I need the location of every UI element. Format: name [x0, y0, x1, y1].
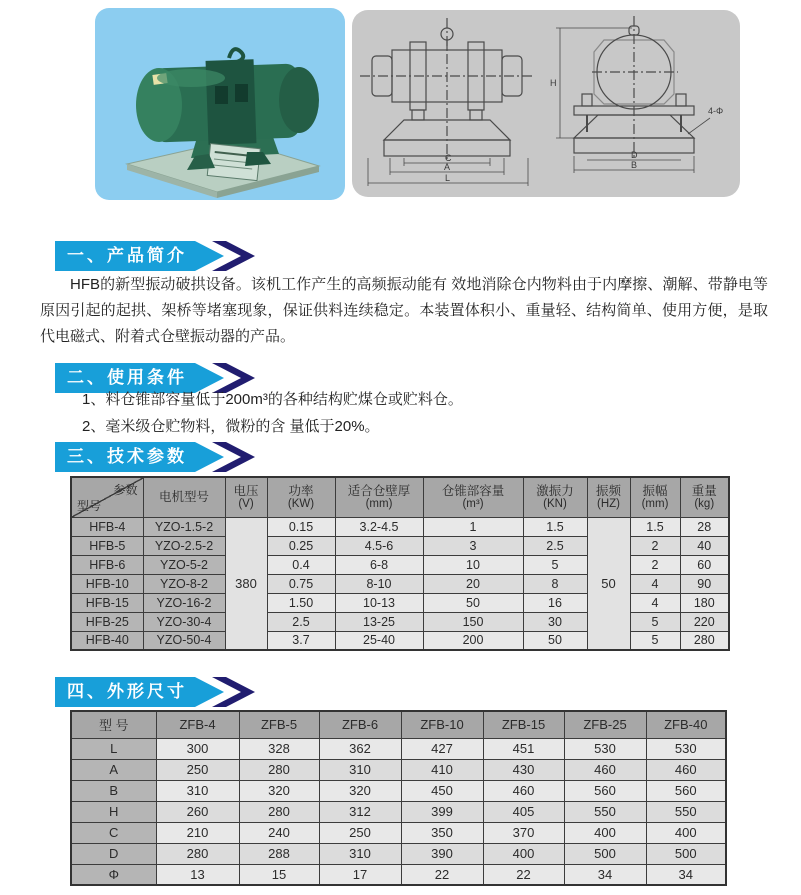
dim-cell: 400 — [646, 822, 726, 843]
header-unit: (HZ) — [597, 497, 620, 510]
dim-cell: 280 — [239, 801, 319, 822]
tech-cell: 3.7 — [267, 631, 335, 650]
tech-cell: 0.75 — [267, 574, 335, 593]
tech-table-row — [71, 555, 729, 574]
dim-cell: 300 — [156, 738, 239, 759]
header-unit: (KW) — [287, 497, 315, 510]
dim-cell: 399 — [401, 801, 483, 822]
header-label: 重量 — [691, 483, 717, 498]
tech-col-header — [267, 477, 335, 517]
dim-col-header: ZFB-5 — [239, 711, 319, 738]
dim-cell: 451 — [483, 738, 564, 759]
dim-cell: 500 — [646, 843, 726, 864]
tech-cell: 1.50 — [267, 593, 335, 612]
dim-cell: 240 — [239, 822, 319, 843]
dim-cell: 530 — [646, 738, 726, 759]
dim-cell: 550 — [646, 801, 726, 822]
tech-cell: 13-25 — [335, 612, 423, 631]
header-unit: (V) — [238, 497, 254, 510]
header-label: 适合仓壁厚 — [347, 483, 411, 498]
tech-table-row — [71, 612, 729, 631]
corner-param-label: 参数 — [113, 483, 138, 497]
tech-cell: 2 — [630, 555, 680, 574]
tech-cell: 1 — [423, 517, 523, 536]
conditions-list — [82, 386, 463, 440]
dimensions-table-wrap — [70, 710, 727, 886]
header-unit: (kg) — [694, 497, 715, 510]
dim-table-row — [71, 759, 726, 780]
section-title: 四、外形尺寸 — [67, 682, 187, 701]
section-banner-tech-params — [55, 441, 255, 473]
product-photo — [95, 8, 345, 200]
tech-cell: HFB-5 — [71, 536, 143, 555]
tech-table-row — [71, 631, 729, 650]
tech-cell: 150 — [423, 612, 523, 631]
tech-cell: 3.2-4.5 — [335, 517, 423, 536]
tech-col-header — [335, 477, 423, 517]
dim-table-row — [71, 822, 726, 843]
dimension-drawings — [352, 10, 740, 197]
dim-cell: 530 — [564, 738, 646, 759]
dim-cell: 320 — [239, 780, 319, 801]
dimensions-table — [70, 710, 727, 886]
tech-cell: YZO-8-2 — [143, 574, 225, 593]
motor-photo-illustration — [95, 8, 345, 200]
dim-row-label: B — [71, 780, 156, 801]
dim-cell: 460 — [564, 759, 646, 780]
dim-label-a: A — [444, 162, 451, 172]
tech-cell: YZO-2.5-2 — [143, 536, 225, 555]
tech-cell: YZO-50-4 — [143, 631, 225, 650]
tech-cell: 0.25 — [267, 536, 335, 555]
dim-col-header: ZFB-40 — [646, 711, 726, 738]
tech-cell: 20 — [423, 574, 523, 593]
condition-item: 2、毫米级仓贮物料，微粉的含 量低于20%。 — [82, 418, 380, 435]
dim-label-h: H — [550, 78, 557, 88]
tech-cell: 5 — [630, 631, 680, 650]
dim-table-row — [71, 801, 726, 822]
dim-cell: 280 — [239, 759, 319, 780]
section-banner-intro — [55, 240, 255, 272]
dim-cell: 400 — [564, 822, 646, 843]
dim-cell: 22 — [401, 864, 483, 885]
dim-corner-cell: 型 号 — [71, 711, 156, 738]
tech-cell: 4 — [630, 593, 680, 612]
dim-cell: 320 — [319, 780, 401, 801]
tech-cell: 25-40 — [335, 631, 423, 650]
tech-cell: 50 — [587, 517, 630, 650]
tech-cell: HFB-10 — [71, 574, 143, 593]
tech-cell: HFB-40 — [71, 631, 143, 650]
dim-cell: 410 — [401, 759, 483, 780]
tech-header-row — [71, 477, 729, 517]
dim-col-header: ZFB-6 — [319, 711, 401, 738]
dim-cell: 17 — [319, 864, 401, 885]
dim-cell: 310 — [319, 843, 401, 864]
tech-cell: 220 — [680, 612, 729, 631]
tech-cell: 50 — [423, 593, 523, 612]
dim-col-header: ZFB-4 — [156, 711, 239, 738]
dim-row-label: Φ — [71, 864, 156, 885]
dim-cell: 350 — [401, 822, 483, 843]
dim-cell: 15 — [239, 864, 319, 885]
section-title: 二、使用条件 — [67, 368, 187, 387]
tech-cell: 180 — [680, 593, 729, 612]
tech-cell: 0.15 — [267, 517, 335, 536]
tech-cell: 4 — [630, 574, 680, 593]
technical-drawings — [352, 10, 740, 197]
tech-cell: 28 — [680, 517, 729, 536]
tech-cell: 50 — [523, 631, 587, 650]
header-label: 仓锥部容量 — [441, 483, 505, 498]
tech-cell: 5 — [630, 612, 680, 631]
dim-col-header: ZFB-10 — [401, 711, 483, 738]
header-label: 振幅 — [642, 483, 668, 498]
dim-cell: 550 — [564, 801, 646, 822]
header-unit: (mm) — [641, 497, 669, 510]
tech-col-header — [225, 477, 267, 517]
tech-cell: 10-13 — [335, 593, 423, 612]
tech-cell: 8 — [523, 574, 587, 593]
dim-cell: 310 — [319, 759, 401, 780]
tech-col-header — [523, 477, 587, 517]
dim-table-row — [71, 864, 726, 885]
dim-cell: 370 — [483, 822, 564, 843]
dim-cell: 560 — [564, 780, 646, 801]
dim-cell: 400 — [483, 843, 564, 864]
dim-cell: 405 — [483, 801, 564, 822]
tech-cell: 380 — [225, 517, 267, 650]
dim-cell: 34 — [564, 864, 646, 885]
tech-cell: HFB-4 — [71, 517, 143, 536]
tech-cell: 1.5 — [523, 517, 587, 536]
dim-row-label: C — [71, 822, 156, 843]
tech-cell: YZO-30-4 — [143, 612, 225, 631]
tech-cell: 60 — [680, 555, 729, 574]
tech-cell: YZO-16-2 — [143, 593, 225, 612]
tech-cell: 6-8 — [335, 555, 423, 574]
dim-cell: 460 — [646, 759, 726, 780]
dim-cell: 460 — [483, 780, 564, 801]
dim-cell: 210 — [156, 822, 239, 843]
tech-cell: 280 — [680, 631, 729, 650]
tech-cell: 10 — [423, 555, 523, 574]
header-unit: (m³) — [462, 497, 484, 510]
tech-cell: YZO-5-2 — [143, 555, 225, 574]
tech-col-header — [587, 477, 630, 517]
tech-table-row — [71, 574, 729, 593]
tech-cell: 8-10 — [335, 574, 423, 593]
tech-table-row — [71, 593, 729, 612]
tech-cell: 1.5 — [630, 517, 680, 536]
dim-cell: 250 — [156, 759, 239, 780]
section-banner-dimensions — [55, 676, 255, 708]
tech-cell: 200 — [423, 631, 523, 650]
tech-table-row — [71, 536, 729, 555]
tech-col-header — [143, 477, 225, 517]
dim-label-d: D — [631, 150, 638, 160]
tech-cell: 90 — [680, 574, 729, 593]
dim-col-header: ZFB-25 — [564, 711, 646, 738]
dim-cell: 13 — [156, 864, 239, 885]
dim-row-label: L — [71, 738, 156, 759]
dim-header-row — [71, 711, 726, 738]
tech-cell: 4.5-6 — [335, 536, 423, 555]
tech-cell: HFB-6 — [71, 555, 143, 574]
tech-cell: 3 — [423, 536, 523, 555]
intro-paragraph: HFB的新型振动破拱设备。该机工作产生的高频振动能有 效地消除仓内物料由于内摩擦、潮解、带静电等原因引起的起拱、架桥等堵塞现象，保证供料连续稳定。本装置体积小、重量轻、结构简单、使用方便，是取代电磁式、附着式仓壁振动器的产品。 — [40, 276, 768, 345]
tech-cell: 30 — [523, 612, 587, 631]
header-label: 电机型号 — [158, 490, 209, 505]
dim-table-row — [71, 843, 726, 864]
tech-table-row — [71, 517, 729, 536]
dim-cell: 280 — [156, 843, 239, 864]
tech-cell: YZO-1.5-2 — [143, 517, 225, 536]
header-unit: (mm) — [365, 497, 393, 510]
dim-label-b: B — [631, 160, 638, 170]
tech-col-header — [423, 477, 523, 517]
tech-cell: 2.5 — [267, 612, 335, 631]
header-label: 激振力 — [536, 483, 574, 498]
dim-cell: 22 — [483, 864, 564, 885]
tech-cell: 0.4 — [267, 555, 335, 574]
dim-label-c: C — [445, 153, 452, 163]
tech-cell: 40 — [680, 536, 729, 555]
section-title: 一、产品简介 — [67, 246, 187, 265]
dim-cell: 390 — [401, 843, 483, 864]
header-label: 功率 — [288, 483, 314, 498]
tech-parameters-table-wrap — [70, 476, 730, 651]
section-title: 三、技术参数 — [67, 447, 187, 466]
dim-table-row — [71, 780, 726, 801]
dim-cell: 362 — [319, 738, 401, 759]
dim-cell: 328 — [239, 738, 319, 759]
tech-col-header — [630, 477, 680, 517]
corner-model-label: 型号 — [77, 498, 102, 513]
dim-cell: 560 — [646, 780, 726, 801]
dim-cell: 430 — [483, 759, 564, 780]
tech-cell: HFB-15 — [71, 593, 143, 612]
dim-table-row — [71, 738, 726, 759]
tech-col-header — [680, 477, 729, 517]
dim-row-label: D — [71, 843, 156, 864]
tech-cell: HFB-25 — [71, 612, 143, 631]
dim-cell: 450 — [401, 780, 483, 801]
tech-corner-cell — [71, 477, 143, 517]
dim-cell: 312 — [319, 801, 401, 822]
dim-row-label: A — [71, 759, 156, 780]
condition-item: 1、料仓锥部容量低于200m³的各种结构贮煤仓或贮料仓。 — [82, 391, 463, 408]
tech-cell: 2.5 — [523, 536, 587, 555]
dim-cell: 288 — [239, 843, 319, 864]
dim-cell: 34 — [646, 864, 726, 885]
header-unit: (KN) — [543, 497, 567, 510]
tech-cell: 5 — [523, 555, 587, 574]
dim-cell: 250 — [319, 822, 401, 843]
dim-label-holes: 4-Φ — [708, 106, 724, 116]
dim-cell: 310 — [156, 780, 239, 801]
header-label: 电压 — [233, 483, 259, 498]
tech-cell: 16 — [523, 593, 587, 612]
header-label: 振频 — [595, 483, 621, 498]
dim-cell: 500 — [564, 843, 646, 864]
dim-col-header: ZFB-15 — [483, 711, 564, 738]
tech-cell: 2 — [630, 536, 680, 555]
dim-cell: 427 — [401, 738, 483, 759]
dim-cell: 260 — [156, 801, 239, 822]
dim-row-label: H — [71, 801, 156, 822]
dim-label-l: L — [445, 173, 451, 183]
tech-parameters-table — [70, 476, 730, 651]
